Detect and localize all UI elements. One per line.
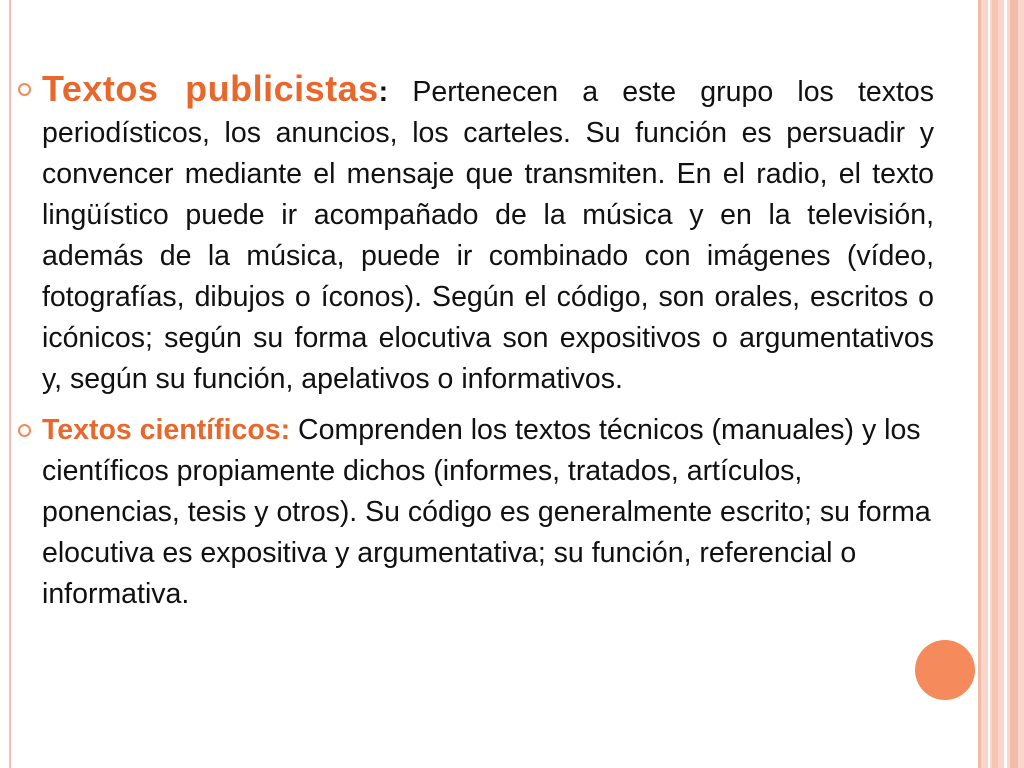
bullet-item-publicistas [18,68,934,400]
orange-circle-decoration [915,640,975,700]
right-stripe [992,0,998,768]
term-label: Textos científicos: [42,414,291,446]
bullet-body-text: Comprenden los textos técnicos (manuales) y los científicos propiamente dichos (informes, tratados, artículos, ponencias, tesis y otros). Su código es generalmente escrito; su forma elocutiva es expositiva y argumentativa; su función, referencial o informativa. [42,414,931,610]
left-border-line [9,0,11,768]
hollow-circle-bullet-icon [18,83,31,96]
right-stripe [1004,0,1007,768]
slide-content [18,68,934,615]
bullet-body-text: Pertenecen a este grupo los textos periodísticos, los anuncios, los carteles. Su función es persuadir y convencer mediante el mensaje que transmiten. En el radio, el texto lingüístico puede ir acompañado de la música y en la televisión, además de la música, puede ir combinado con imágenes (vídeo, fotografías, dibujos o íconos). Según el código, son orales, escritos o icónicos; según su forma elocutiva son expositivos o argumentativos y, según su función, apelativos o informativos. [42,76,934,395]
bullet-item-cientificos [18,410,934,615]
hollow-circle-bullet-icon [18,424,31,437]
right-stripe [1010,0,1018,768]
right-stripe [978,0,981,768]
term-label: Textos publicistas [42,68,379,109]
right-stripe [988,0,990,768]
term-separator: : [378,76,389,108]
